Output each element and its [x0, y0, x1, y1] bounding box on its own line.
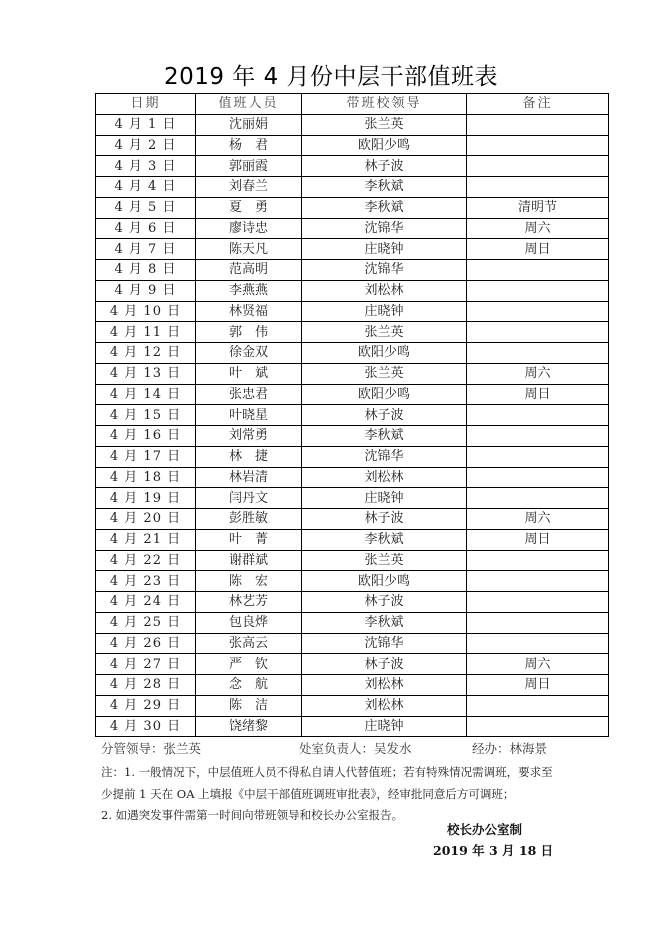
row-staff: 夏 勇: [196, 197, 302, 218]
row-staff: 张忠君: [196, 384, 302, 405]
row-note: [467, 322, 609, 343]
row-date: 4 月 29 日: [96, 695, 196, 716]
row-leader: 李秋斌: [302, 177, 467, 198]
row-note: 周六: [467, 509, 609, 530]
header-leader: 带班校领导: [302, 94, 467, 115]
row-leader: 李秋斌: [302, 612, 467, 633]
row-staff: 叶 菁: [196, 529, 302, 550]
note-line: 注：1. 一般情况下，中层值班人员不得私自请人代替值班；若有特殊情况需调班，要求至: [101, 765, 553, 779]
row-date: 4 月 27 日: [96, 654, 196, 675]
row-date: 4 月 21 日: [96, 529, 196, 550]
row-leader: 刘松林: [302, 280, 467, 301]
note-line: 少提前 1 天在 OA 上填报《中层干部值班调班审批表》，经审批同意后方可调班；: [101, 786, 515, 801]
row-leader: 李秋斌: [302, 529, 467, 550]
row-note: [467, 177, 609, 198]
table-row: [96, 426, 609, 447]
row-leader: 庄晓钟: [302, 488, 467, 509]
row-note: [467, 467, 609, 488]
row-date: 4 月 30 日: [96, 716, 196, 737]
row-date: 4 月 25 日: [96, 612, 196, 633]
row-note: [467, 343, 609, 364]
row-date: 4 月 20 日: [96, 509, 196, 530]
row-date: 4 月 10 日: [96, 301, 196, 322]
row-date: 4 月 13 日: [96, 363, 196, 384]
row-date: 4 月 22 日: [96, 550, 196, 571]
row-staff: 林 捷: [196, 446, 302, 467]
table-row: [96, 135, 609, 156]
table-row: [96, 633, 609, 654]
row-date: 4 月 23 日: [96, 571, 196, 592]
row-leader: 李秋斌: [302, 197, 467, 218]
issue-date: 2019 年 3 月 18 日: [433, 843, 554, 858]
table-row: [96, 716, 609, 737]
row-staff: 陈 洁: [196, 695, 302, 716]
office-head-label: 处室负责人：吴发水: [299, 741, 412, 756]
row-date: 4 月 15 日: [96, 405, 196, 426]
row-staff: 林艺芳: [196, 592, 302, 613]
row-staff: 林岩清: [196, 467, 302, 488]
row-note: [467, 260, 609, 281]
row-note: 清明节: [467, 197, 609, 218]
row-note: [467, 571, 609, 592]
table-row: [96, 654, 609, 675]
row-note: [467, 114, 609, 135]
row-leader: 庄晓钟: [302, 716, 467, 737]
row-note: 周六: [467, 654, 609, 675]
row-date: 4 月 3 日: [96, 156, 196, 177]
row-note: [467, 135, 609, 156]
row-leader: 沈锦华: [302, 446, 467, 467]
row-date: 4 月 24 日: [96, 592, 196, 613]
table-row: [96, 114, 609, 135]
row-staff: 谢群斌: [196, 550, 302, 571]
table-row: [96, 509, 609, 530]
row-date: 4 月 7 日: [96, 239, 196, 260]
row-staff: 郭丽霞: [196, 156, 302, 177]
row-staff: 陈 宏: [196, 571, 302, 592]
table-header-row: [96, 94, 609, 115]
supervisor-label: 分管领导：张兰英: [101, 741, 202, 756]
row-date: 4 月 12 日: [96, 343, 196, 364]
table-row: [96, 218, 609, 239]
row-leader: 林子波: [302, 654, 467, 675]
table-row: [96, 177, 609, 198]
row-leader: 林子波: [302, 509, 467, 530]
row-leader: 欧阳少鸣: [302, 571, 467, 592]
row-staff: 叶晓星: [196, 405, 302, 426]
row-note: [467, 405, 609, 426]
row-date: 4 月 26 日: [96, 633, 196, 654]
table-row: [96, 675, 609, 696]
row-staff: 郭 伟: [196, 322, 302, 343]
table-row: [96, 301, 609, 322]
row-leader: 张兰英: [302, 114, 467, 135]
table-row: [96, 322, 609, 343]
row-date: 4 月 28 日: [96, 675, 196, 696]
row-staff: 林贤福: [196, 301, 302, 322]
row-staff: 沈丽娟: [196, 114, 302, 135]
row-date: 4 月 16 日: [96, 426, 196, 447]
row-note: 周六: [467, 218, 609, 239]
table-row: [96, 405, 609, 426]
row-staff: 张高云: [196, 633, 302, 654]
row-date: 4 月 5 日: [96, 197, 196, 218]
row-staff: 陈天凡: [196, 239, 302, 260]
row-date: 4 月 1 日: [96, 114, 196, 135]
row-note: [467, 633, 609, 654]
row-note: [467, 301, 609, 322]
row-date: 4 月 17 日: [96, 446, 196, 467]
signers-line: [101, 739, 621, 759]
table-row: [96, 695, 609, 716]
notes-block: [101, 762, 611, 827]
row-staff: 廖诗忠: [196, 218, 302, 239]
row-date: 4 月 11 日: [96, 322, 196, 343]
row-staff: 李燕燕: [196, 280, 302, 301]
header-date: 日期: [96, 94, 196, 115]
row-leader: 欧阳少鸣: [302, 343, 467, 364]
table-row: [96, 488, 609, 509]
row-date: 4 月 18 日: [96, 467, 196, 488]
issuer: 校长办公室制: [447, 822, 523, 837]
row-date: 4 月 2 日: [96, 135, 196, 156]
table-row: [96, 550, 609, 571]
row-note: 周日: [467, 529, 609, 550]
handler-label: 经办：林海景: [472, 741, 548, 756]
row-date: 4 月 19 日: [96, 488, 196, 509]
row-note: 周日: [467, 675, 609, 696]
row-leader: 刘松林: [302, 695, 467, 716]
row-staff: 杨 君: [196, 135, 302, 156]
header-note: 备注: [467, 94, 609, 115]
row-leader: 张兰英: [302, 322, 467, 343]
table-row: [96, 467, 609, 488]
row-leader: 庄晓钟: [302, 239, 467, 260]
row-leader: 欧阳少鸣: [302, 384, 467, 405]
row-note: 周日: [467, 239, 609, 260]
row-note: [467, 716, 609, 737]
row-note: [467, 695, 609, 716]
row-staff: 念 航: [196, 675, 302, 696]
table-row: [96, 343, 609, 364]
row-staff: 严 钦: [196, 654, 302, 675]
row-leader: 林子波: [302, 156, 467, 177]
row-leader: 刘松林: [302, 675, 467, 696]
row-leader: 沈锦华: [302, 218, 467, 239]
table-row: [96, 239, 609, 260]
table-row: [96, 156, 609, 177]
row-note: [467, 612, 609, 633]
row-date: 4 月 6 日: [96, 218, 196, 239]
row-note: 周日: [467, 384, 609, 405]
table-row: [96, 384, 609, 405]
table-row: [96, 571, 609, 592]
note-line: 2. 如遇突发事件需第一时间向带班领导和校长办公室报告。: [101, 808, 404, 822]
table-row: [96, 592, 609, 613]
table-row: [96, 446, 609, 467]
table-row: [96, 280, 609, 301]
row-staff: 闫丹文: [196, 488, 302, 509]
row-note: [467, 156, 609, 177]
row-leader: 林子波: [302, 592, 467, 613]
row-date: 4 月 9 日: [96, 280, 196, 301]
row-note: [467, 550, 609, 571]
duty-schedule-table: [95, 93, 609, 737]
row-note: [467, 488, 609, 509]
header-staff: 值班人员: [196, 94, 302, 115]
row-leader: 张兰英: [302, 550, 467, 571]
table-row: [96, 529, 609, 550]
table-row: [96, 260, 609, 281]
document-title: 2019 年 4 月份中层干部值班表: [163, 64, 499, 90]
row-leader: 林子波: [302, 405, 467, 426]
row-staff: 饶绪黎: [196, 716, 302, 737]
row-note: 周六: [467, 363, 609, 384]
row-note: [467, 446, 609, 467]
table-row: [96, 612, 609, 633]
row-staff: 徐金双: [196, 343, 302, 364]
table-row: [96, 197, 609, 218]
row-staff: 刘春兰: [196, 177, 302, 198]
row-staff: 彭胜敏: [196, 509, 302, 530]
row-leader: 刘松林: [302, 467, 467, 488]
row-staff: 包良烨: [196, 612, 302, 633]
row-leader: 沈锦华: [302, 633, 467, 654]
row-date: 4 月 4 日: [96, 177, 196, 198]
row-staff: 范高明: [196, 260, 302, 281]
row-note: [467, 592, 609, 613]
row-staff: 叶 斌: [196, 363, 302, 384]
row-date: 4 月 8 日: [96, 260, 196, 281]
row-leader: 沈锦华: [302, 260, 467, 281]
row-staff: 刘常勇: [196, 426, 302, 447]
row-leader: 张兰英: [302, 363, 467, 384]
table-row: [96, 363, 609, 384]
row-leader: 庄晓钟: [302, 301, 467, 322]
row-leader: 欧阳少鸣: [302, 135, 467, 156]
row-date: 4 月 14 日: [96, 384, 196, 405]
row-note: [467, 280, 609, 301]
row-leader: 李秋斌: [302, 426, 467, 447]
row-note: [467, 426, 609, 447]
